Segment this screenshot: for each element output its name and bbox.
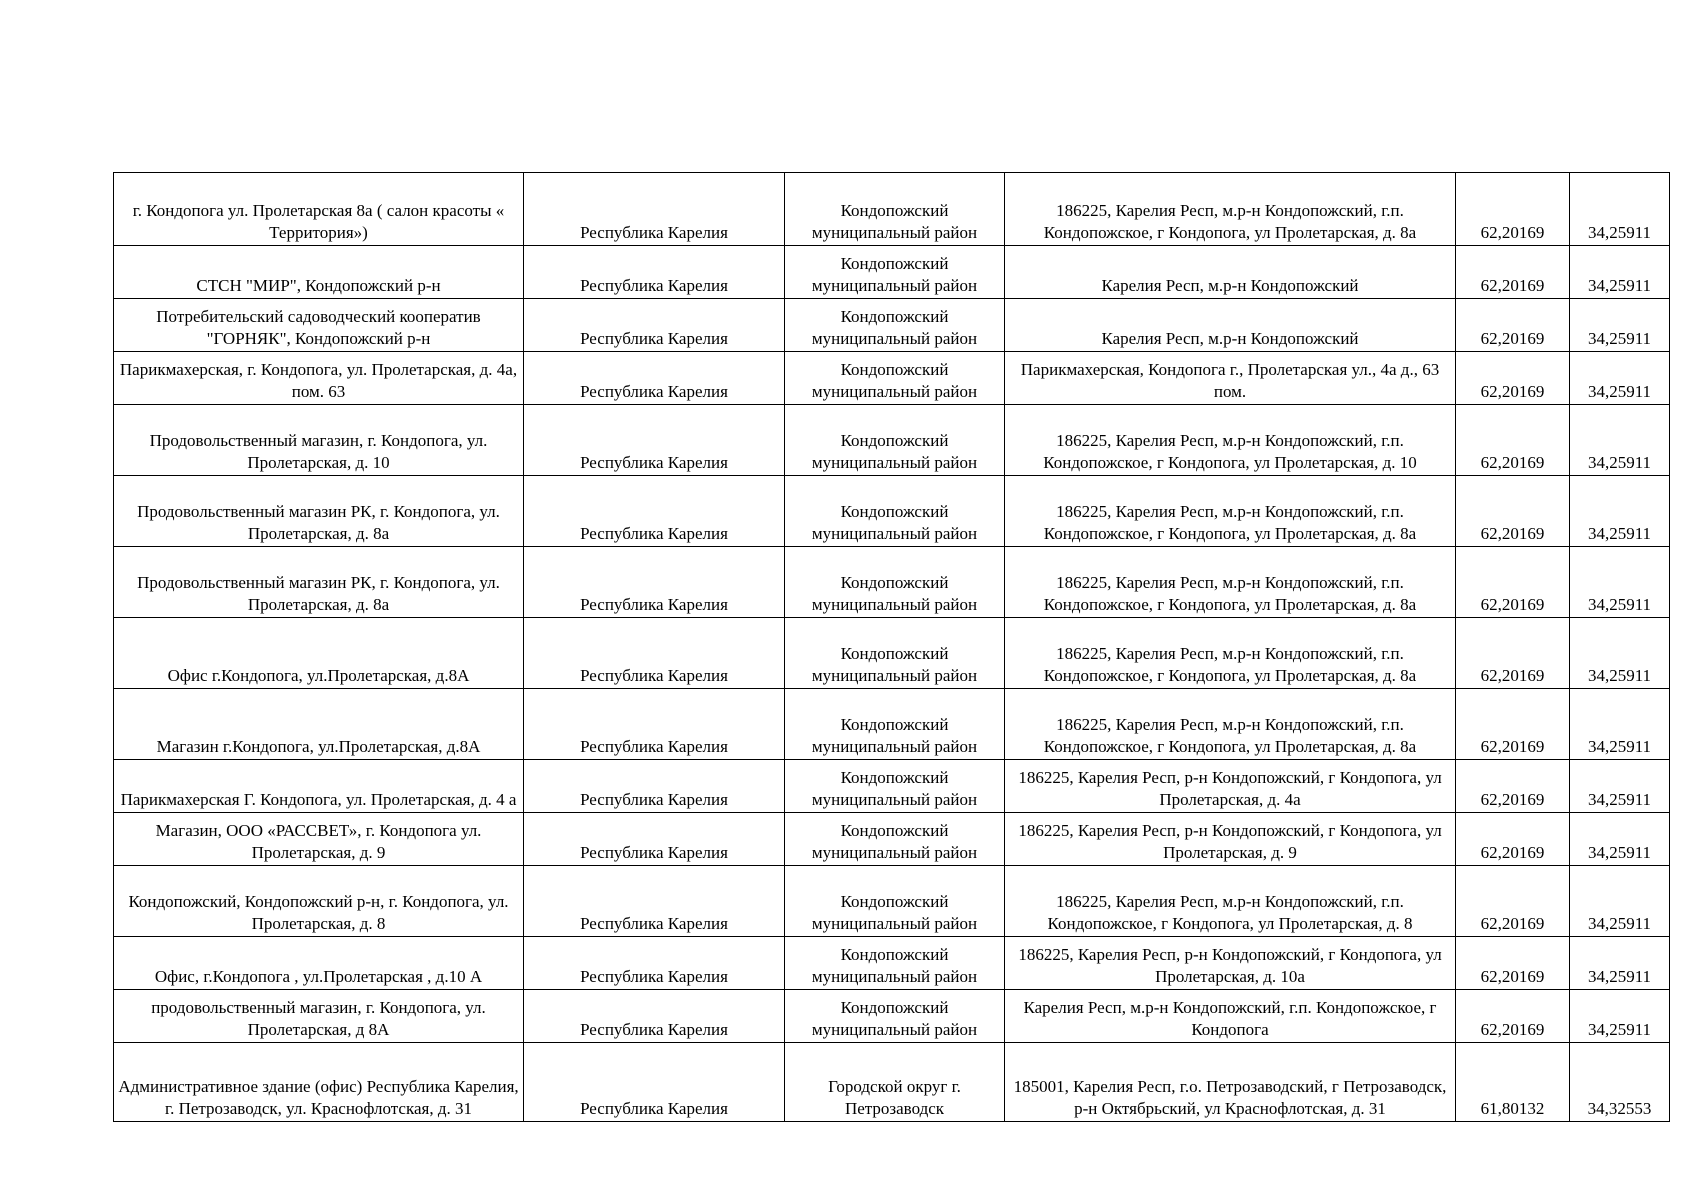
region-cell: Республика Карелия bbox=[524, 476, 785, 547]
table-row bbox=[114, 246, 1670, 299]
latitude-cell: 62,20169 bbox=[1456, 352, 1570, 405]
region-cell: Республика Карелия bbox=[524, 405, 785, 476]
table-row bbox=[114, 990, 1670, 1043]
longitude-cell: 34,25911 bbox=[1570, 689, 1670, 760]
district-cell: Кондопожский муниципальный район bbox=[785, 405, 1005, 476]
longitude-cell: 34,25911 bbox=[1570, 813, 1670, 866]
address-cell: 186225, Карелия Респ, м.р-н Кондопожский, г.п. Кондопожское, г Кондопога, ул Пролетарская, д. 8 bbox=[1005, 866, 1456, 937]
object-name-cell: Магазин г.Кондопога, ул.Пролетарская, д.8А bbox=[114, 689, 524, 760]
address-cell: 186225, Карелия Респ, м.р-н Кондопожский, г.п. Кондопожское, г Кондопога, ул Пролетарская, д. 8а bbox=[1005, 547, 1456, 618]
table-row bbox=[114, 689, 1670, 760]
address-cell: 185001, Карелия Респ, г.о. Петрозаводский, г Петрозаводск, р-н Октябрьский, ул Краснофлотская, д. 31 bbox=[1005, 1043, 1456, 1122]
latitude-cell: 62,20169 bbox=[1456, 866, 1570, 937]
district-cell: Кондопожский муниципальный район bbox=[785, 476, 1005, 547]
table-row bbox=[114, 299, 1670, 352]
latitude-cell: 62,20169 bbox=[1456, 476, 1570, 547]
region-cell: Республика Карелия bbox=[524, 173, 785, 246]
object-name-cell: г. Кондопога ул. Пролетарская 8а ( салон красоты « Территория») bbox=[114, 173, 524, 246]
district-cell: Кондопожский муниципальный район bbox=[785, 352, 1005, 405]
address-cell: 186225, Карелия Респ, м.р-н Кондопожский, г.п. Кондопожское, г Кондопога, ул Пролетарская, д. 10 bbox=[1005, 405, 1456, 476]
longitude-cell: 34,25911 bbox=[1570, 246, 1670, 299]
latitude-cell: 62,20169 bbox=[1456, 246, 1570, 299]
address-cell: 186225, Карелия Респ, р-н Кондопожский, г Кондопога, ул Пролетарская, д. 4а bbox=[1005, 760, 1456, 813]
object-name-cell: Продовольственный магазин РК, г. Кондопога, ул. Пролетарская, д. 8а bbox=[114, 547, 524, 618]
longitude-cell: 34,25911 bbox=[1570, 937, 1670, 990]
district-cell: Кондопожский муниципальный район bbox=[785, 866, 1005, 937]
table-row bbox=[114, 937, 1670, 990]
district-cell: Кондопожский муниципальный район bbox=[785, 246, 1005, 299]
region-cell: Республика Карелия bbox=[524, 547, 785, 618]
district-cell: Кондопожский муниципальный район bbox=[785, 937, 1005, 990]
table-row bbox=[114, 547, 1670, 618]
object-name-cell: Потребительский садоводческий кооператив "ГОРНЯК", Кондопожский р-н bbox=[114, 299, 524, 352]
table-row bbox=[114, 813, 1670, 866]
object-name-cell: Офис г.Кондопога, ул.Пролетарская, д.8А bbox=[114, 618, 524, 689]
longitude-cell: 34,25911 bbox=[1570, 405, 1670, 476]
district-cell: Кондопожский муниципальный район bbox=[785, 299, 1005, 352]
latitude-cell: 62,20169 bbox=[1456, 618, 1570, 689]
district-cell: Кондопожский муниципальный район bbox=[785, 173, 1005, 246]
object-name-cell: продовольственный магазин, г. Кондопога, ул. Пролетарская, д 8А bbox=[114, 990, 524, 1043]
object-name-cell: Продовольственный магазин РК, г. Кондопога, ул. Пролетарская, д. 8а bbox=[114, 476, 524, 547]
object-name-cell: Продовольственный магазин, г. Кондопога, ул. Пролетарская, д. 10 bbox=[114, 405, 524, 476]
district-cell: Городской округ г. Петрозаводск bbox=[785, 1043, 1005, 1122]
longitude-cell: 34,25911 bbox=[1570, 618, 1670, 689]
region-cell: Республика Карелия bbox=[524, 689, 785, 760]
district-cell: Кондопожский муниципальный район bbox=[785, 689, 1005, 760]
address-cell: Карелия Респ, м.р-н Кондопожский, г.п. Кондопожское, г Кондопога bbox=[1005, 990, 1456, 1043]
table-row bbox=[114, 866, 1670, 937]
district-cell: Кондопожский муниципальный район bbox=[785, 813, 1005, 866]
address-cell: 186225, Карелия Респ, м.р-н Кондопожский, г.п. Кондопожское, г Кондопога, ул Пролетарская, д. 8а bbox=[1005, 689, 1456, 760]
longitude-cell: 34,25911 bbox=[1570, 299, 1670, 352]
table-row bbox=[114, 352, 1670, 405]
table-row bbox=[114, 476, 1670, 547]
latitude-cell: 61,80132 bbox=[1456, 1043, 1570, 1122]
table-row bbox=[114, 760, 1670, 813]
latitude-cell: 62,20169 bbox=[1456, 547, 1570, 618]
region-cell: Республика Карелия bbox=[524, 618, 785, 689]
object-name-cell: Кондопожский, Кондопожский р-н, г. Кондопога, ул. Пролетарская, д. 8 bbox=[114, 866, 524, 937]
longitude-cell: 34,25911 bbox=[1570, 990, 1670, 1043]
region-cell: Республика Карелия bbox=[524, 866, 785, 937]
table-row bbox=[114, 173, 1670, 246]
object-name-cell: Магазин, ООО «РАССВЕТ», г. Кондопога ул. Пролетарская, д. 9 bbox=[114, 813, 524, 866]
address-cell: 186225, Карелия Респ, м.р-н Кондопожский, г.п. Кондопожское, г Кондопога, ул Пролетарская, д. 8а bbox=[1005, 618, 1456, 689]
region-cell: Республика Карелия bbox=[524, 246, 785, 299]
latitude-cell: 62,20169 bbox=[1456, 299, 1570, 352]
object-name-cell: Административное здание (офис) Республика Карелия, г. Петрозаводск, ул. Краснофлотская, д. 31 bbox=[114, 1043, 524, 1122]
longitude-cell: 34,32553 bbox=[1570, 1043, 1670, 1122]
region-cell: Республика Карелия bbox=[524, 813, 785, 866]
longitude-cell: 34,25911 bbox=[1570, 547, 1670, 618]
district-cell: Кондопожский муниципальный район bbox=[785, 618, 1005, 689]
longitude-cell: 34,25911 bbox=[1570, 760, 1670, 813]
table-row bbox=[114, 1043, 1670, 1122]
latitude-cell: 62,20169 bbox=[1456, 937, 1570, 990]
longitude-cell: 34,25911 bbox=[1570, 866, 1670, 937]
address-cell: 186225, Карелия Респ, м.р-н Кондопожский, г.п. Кондопожское, г Кондопога, ул Пролетарская, д. 8а bbox=[1005, 173, 1456, 246]
region-cell: Республика Карелия bbox=[524, 937, 785, 990]
address-cell: 186225, Карелия Респ, м.р-н Кондопожский, г.п. Кондопожское, г Кондопога, ул Пролетарская, д. 8а bbox=[1005, 476, 1456, 547]
address-registry-table bbox=[113, 172, 1670, 1122]
object-name-cell: СТСН "МИР", Кондопожский р-н bbox=[114, 246, 524, 299]
address-cell: Парикмахерская, Кондопога г., Пролетарская ул., 4а д., 63 пом. bbox=[1005, 352, 1456, 405]
latitude-cell: 62,20169 bbox=[1456, 405, 1570, 476]
longitude-cell: 34,25911 bbox=[1570, 173, 1670, 246]
object-name-cell: Офис, г.Кондопога , ул.Пролетарская , д.10 А bbox=[114, 937, 524, 990]
object-name-cell: Парикмахерская, г. Кондопога, ул. Пролетарская, д. 4а, пом. 63 bbox=[114, 352, 524, 405]
longitude-cell: 34,25911 bbox=[1570, 352, 1670, 405]
latitude-cell: 62,20169 bbox=[1456, 689, 1570, 760]
region-cell: Республика Карелия bbox=[524, 299, 785, 352]
object-name-cell: Парикмахерская Г. Кондопога, ул. Пролетарская, д. 4 а bbox=[114, 760, 524, 813]
region-cell: Республика Карелия bbox=[524, 760, 785, 813]
table-row bbox=[114, 618, 1670, 689]
district-cell: Кондопожский муниципальный район bbox=[785, 760, 1005, 813]
longitude-cell: 34,25911 bbox=[1570, 476, 1670, 547]
address-cell: 186225, Карелия Респ, р-н Кондопожский, г Кондопога, ул Пролетарская, д. 9 bbox=[1005, 813, 1456, 866]
region-cell: Республика Карелия bbox=[524, 352, 785, 405]
address-cell: Карелия Респ, м.р-н Кондопожский bbox=[1005, 246, 1456, 299]
table-row bbox=[114, 405, 1670, 476]
latitude-cell: 62,20169 bbox=[1456, 813, 1570, 866]
address-cell: 186225, Карелия Респ, р-н Кондопожский, г Кондопога, ул Пролетарская, д. 10а bbox=[1005, 937, 1456, 990]
latitude-cell: 62,20169 bbox=[1456, 173, 1570, 246]
region-cell: Республика Карелия bbox=[524, 990, 785, 1043]
region-cell: Республика Карелия bbox=[524, 1043, 785, 1122]
district-cell: Кондопожский муниципальный район bbox=[785, 547, 1005, 618]
latitude-cell: 62,20169 bbox=[1456, 990, 1570, 1043]
latitude-cell: 62,20169 bbox=[1456, 760, 1570, 813]
address-cell: Карелия Респ, м.р-н Кондопожский bbox=[1005, 299, 1456, 352]
district-cell: Кондопожский муниципальный район bbox=[785, 990, 1005, 1043]
